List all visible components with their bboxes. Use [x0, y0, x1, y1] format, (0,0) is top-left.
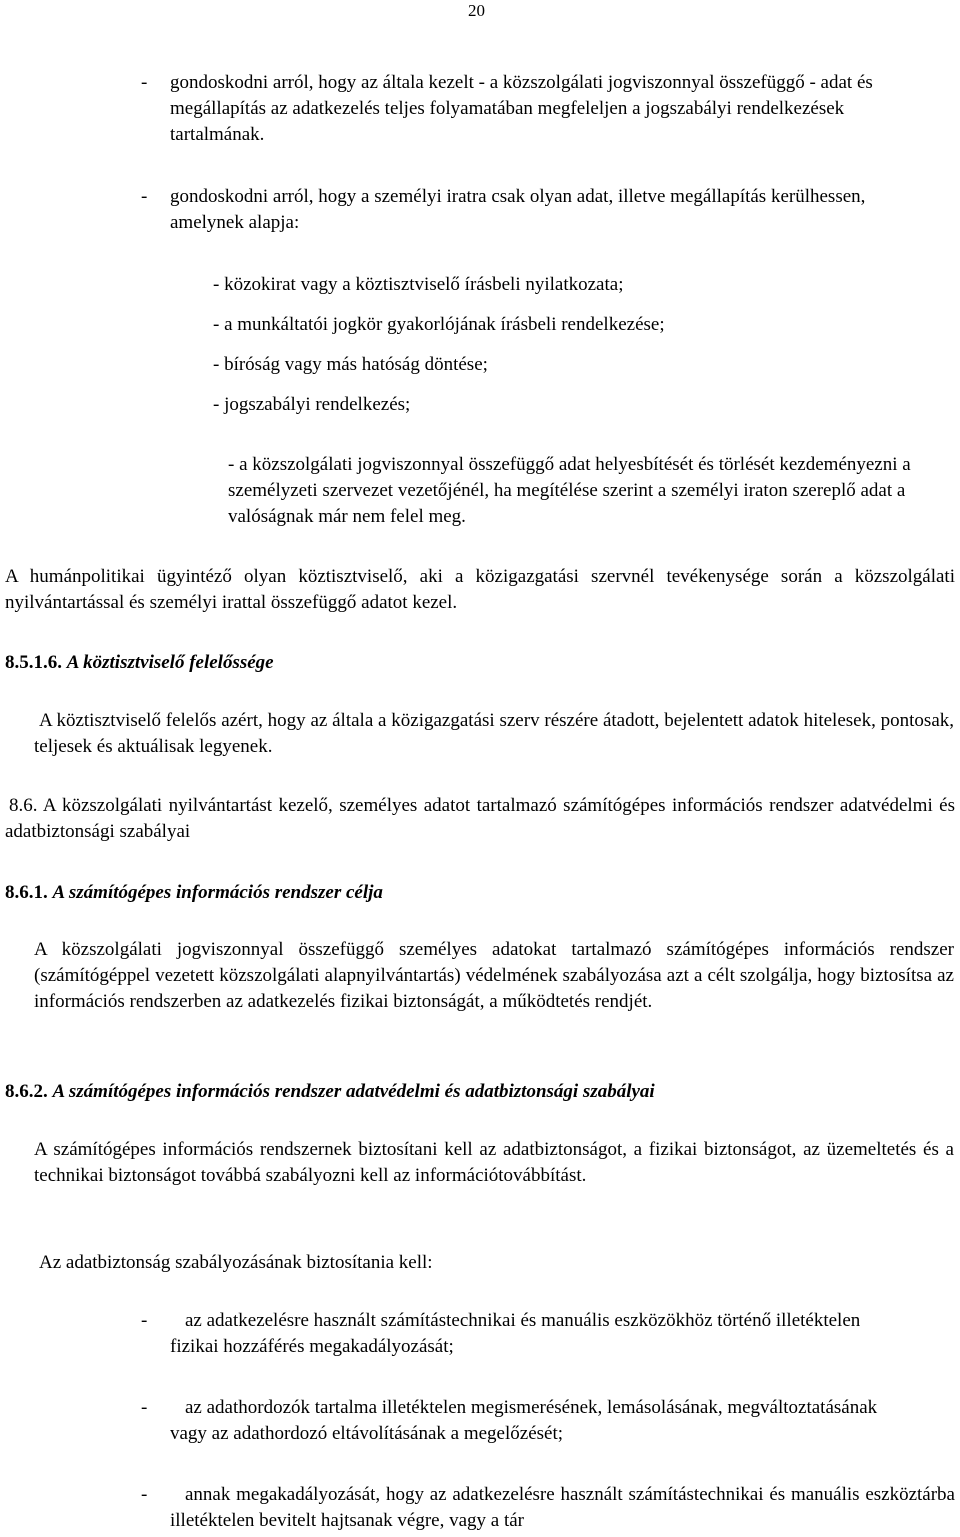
paragraph: A számítógépes információs rendszernek biztosítani kell az adatbiztonságot, a fizikai biztonságot, az üzemeltetés és a technikai biztonságot továbbá szabályozni kell az információtovábbítást.: [34, 1139, 954, 1186]
section-heading: [5, 1079, 655, 1105]
bullet-dash: -: [141, 186, 148, 207]
bullet-text: az adathordozók tartalma illetéktelen megismerésének, lemásolásának, megváltoztatásának vagy az adathordozó eltávolításának a megelőzését;: [170, 1397, 878, 1444]
sub-item-long: - a közszolgálati jogviszonnyal összefüggő adat helyesbítését és törlését kezdeményezni a személyzeti szervezet vezetőjénél, ha megítélése szerint a személyi iraton szereplő adat a valóságnak már nem felel meg.: [228, 454, 911, 527]
sub-item: - bíróság vagy más hatóság döntése;: [213, 354, 488, 375]
heading-number: 8.6.1.: [5, 882, 48, 903]
bullet-text: gondoskodni arról, hogy a személyi iratra csak olyan adat, illetve megállapítás kerülhessen, amelynek alapja:: [170, 186, 866, 233]
paragraph: A humánpolitikai ügyintéző olyan köztisztviselő, aki a közigazgatási szervnél tevékenysége során a közszolgálati nyilvántartással és személyi irattal összefüggő adatot kezel.: [5, 566, 955, 613]
bullet-dash: -: [141, 1310, 148, 1331]
heading-title: A számítógépes információs rendszer célja: [52, 882, 383, 903]
paragraph: Az adatbiztonság szabályozásának biztosítania kell:: [39, 1252, 433, 1273]
paragraph: A köztisztviselő felelős azért, hogy az általa a közigazgatási szerv részére átadott, bejelentett adatok hitelesek, pontosak, teljesek és aktuálisak legyenek.: [34, 710, 954, 757]
sub-item: - közokirat vagy a köztisztviselő írásbeli nyilatkozata;: [213, 274, 624, 295]
section-heading: [5, 880, 383, 906]
bullet-text: az adatkezelésre használt számítástechnikai és manuális eszközökhöz történő illetéktelen fizikai hozzáférés megakadályozását;: [170, 1310, 861, 1357]
sub-item: - jogszabályi rendelkezés;: [213, 394, 411, 415]
bullet-dash: -: [141, 1397, 148, 1418]
heading-number: 8.5.1.6.: [5, 652, 62, 673]
heading-title: A köztisztviselő felelőssége: [66, 652, 274, 673]
sub-item: - a munkáltatói jogkör gyakorlójának írásbeli rendelkezése;: [213, 314, 665, 335]
heading-number: 8.6.2.: [5, 1081, 48, 1102]
bullet-dash: -: [141, 1484, 148, 1505]
bullet-dash: -: [141, 72, 148, 93]
bullet-text: annak megakadályozását, hogy az adatkezelésre használt számítástechnikai és manuális eszköztárba illetéktelen bevitelt hajtsanak végre, vagy a tár: [170, 1484, 955, 1531]
paragraph: A közszolgálati jogviszonnyal összefüggő személyes adatokat tartalmazó számítógépes információs rendszer (számítógéppel vezetett közszolgálati alapnyilvántartás) védelmének szabályozása azt a célt szolgálja, hogy biztosítsa az információs rendszerben az adatkezelés fizikai biztonságát, a működtetés rendjét.: [34, 939, 954, 1012]
bullet-text: gondoskodni arról, hogy az általa kezelt - a közszolgálati jogviszonnyal összefüggő - adat és megállapítás az adatkezelés teljes folyamatában megfeleljen a jogszabályi rendelkezések tartalmának.: [170, 72, 873, 145]
section-title: 8.6. A közszolgálati nyilvántartást kezelő, személyes adatot tartalmazó számítógépes információs rendszer adatvédelmi és adatbiztonsági szabályai: [5, 795, 955, 842]
heading-title: A számítógépes információs rendszer adatvédelmi és adatbiztonsági szabályai: [52, 1081, 655, 1102]
page-number: 20: [468, 1, 485, 20]
section-heading: [5, 650, 274, 676]
